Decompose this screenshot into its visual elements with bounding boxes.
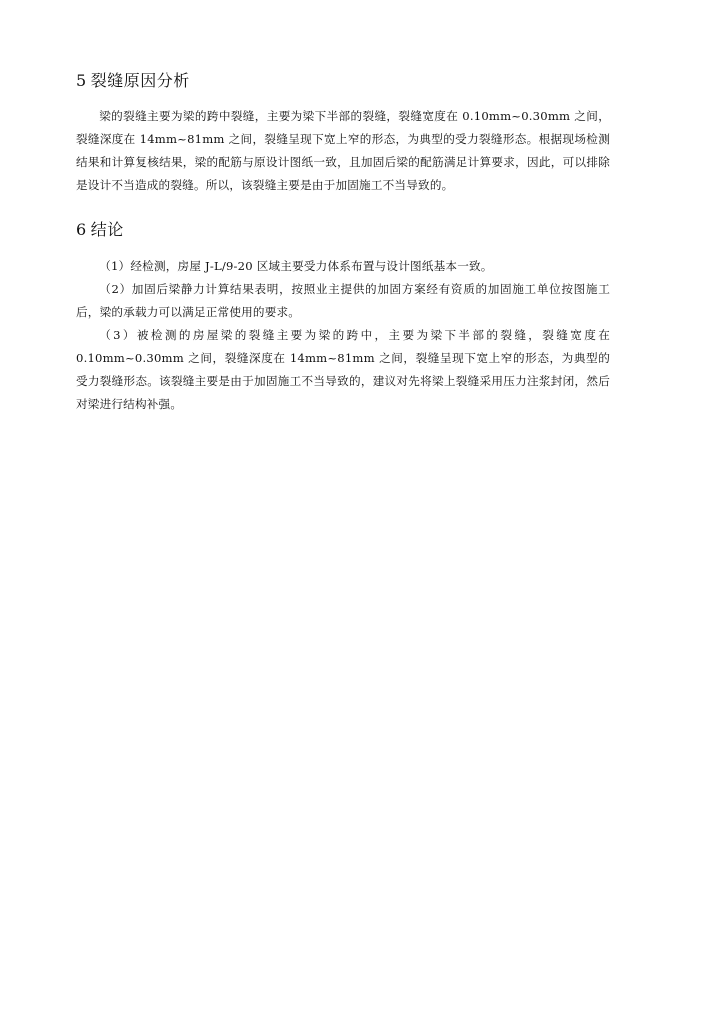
section-title: 结论: [90, 220, 124, 239]
conclusion-item-3: （3）被检测的房屋梁的裂缝主要为梁的跨中，主要为梁下半部的裂缝，裂缝宽度在 0.10mm~0.30mm 之间，裂缝深度在 14mm~81mm 之间，裂缝呈现下宽上窄的形态，为典型的受力裂缝形态。该裂缝主要是由于加固施工不当导致的，建议对先将梁上裂缝采用压力注浆封闭，然后对梁进行结构补强。: [76, 328, 610, 411]
section-crack-cause-analysis: [76, 70, 610, 197]
conclusion-item-1: （1）经检测，房屋 J-L/9-20 区域主要受力体系布置与设计图纸基本一致。: [99, 259, 493, 273]
conclusion-item-2: （2）加固后梁静力计算结果表明，按照业主提供的加固方案经有资质的加固施工单位按图施工后，梁的承载力可以满足正常使用的要求。: [76, 282, 610, 319]
section-conclusion: [76, 219, 610, 416]
section-number: 6: [76, 220, 87, 239]
section-heading: [76, 70, 610, 92]
document-body: [76, 70, 610, 416]
paragraph: 梁的裂缝主要为梁的跨中裂缝，主要为梁下半部的裂缝，裂缝宽度在 0.10mm~0.30mm 之间，裂缝深度在 14mm~81mm 之间，裂缝呈现下宽上窄的形态，为典型的受力裂缝形态。根据现场检测结果和计算复核结果，梁的配筋与原设计图纸一致，且加固后梁的配筋满足计算要求，因此，可以排除是设计不当造成的裂缝。所以，该裂缝主要是由于加固施工不当导致的。: [76, 109, 610, 192]
section-title: 裂缝原因分析: [90, 71, 190, 90]
section-heading: [76, 219, 610, 241]
section-number: 5: [76, 71, 87, 90]
